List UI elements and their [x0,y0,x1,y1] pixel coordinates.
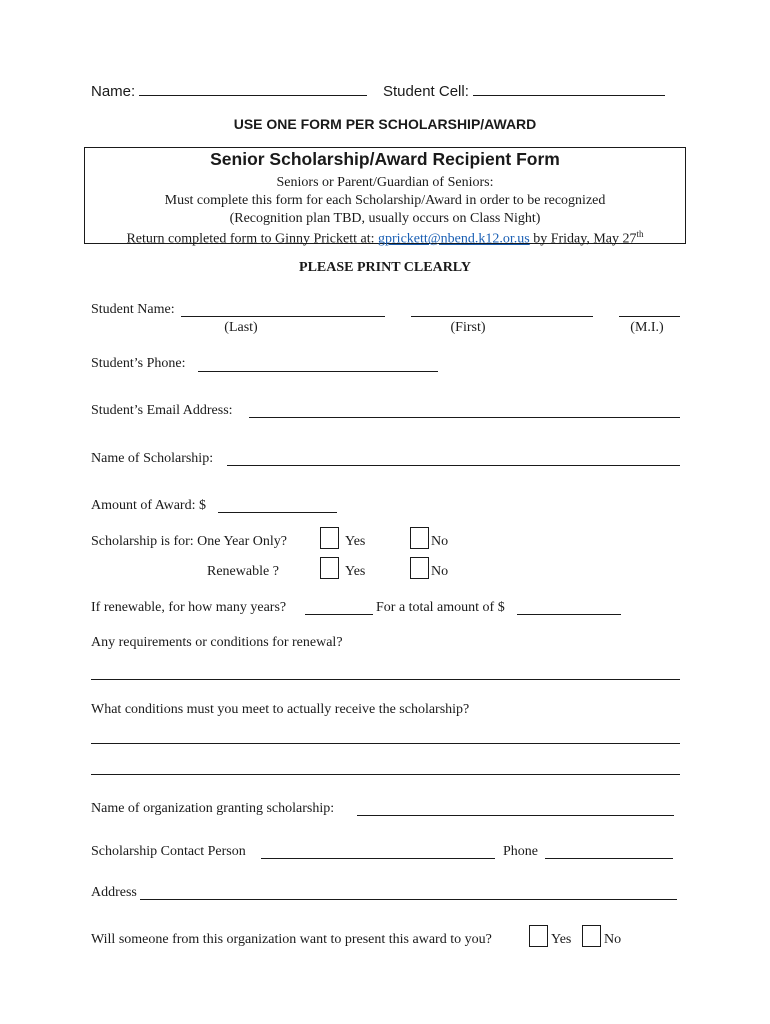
renewable-no-label: No [431,564,449,579]
phone-field[interactable] [198,371,438,372]
return-prefix: Return completed form to Ginny Prickett at: [126,231,375,247]
name-field[interactable] [139,81,367,96]
contact-phone-field[interactable] [545,858,673,859]
print-clearly-heading: PLEASE PRINT CLEARLY [299,260,471,275]
renew-years-label: If renewable, for how many years? [91,600,287,615]
one-year-yes-checkbox[interactable] [320,527,339,549]
scholarship-name-label: Name of Scholarship: [91,451,214,466]
phone-label: Student’s Phone: [91,356,186,371]
renewable-yes-checkbox[interactable] [320,557,339,579]
contact-label: Scholarship Contact Person [91,844,246,859]
total-amount-label: For a total amount of $ [376,600,505,615]
conditions-label: What conditions must you meet to actually receive the scholarship? [91,702,470,717]
requirements-field[interactable] [91,679,680,680]
renewable-no-checkbox[interactable] [410,557,429,579]
amount-label: Amount of Award: $ [91,498,206,513]
org-label: Name of organization granting scholarship: [91,801,335,816]
scholarship-name-field[interactable] [227,465,680,466]
renewable-yes-label: Yes [345,564,366,579]
student-name-label: Student Name: [91,302,175,317]
email-label: Student’s Email Address: [91,403,233,418]
return-suffix: by Friday, May 27 [533,231,637,247]
renew-years-field[interactable] [305,614,373,615]
email-field[interactable] [249,417,680,418]
conditions-field-1[interactable] [91,743,680,744]
student-cell-field[interactable] [473,81,665,96]
first-label: (First) [450,320,486,335]
return-sup: th [636,229,644,239]
address-label: Address [91,885,137,900]
conditions-field-2[interactable] [91,774,680,775]
org-field[interactable] [357,815,674,816]
name-row [91,81,367,100]
renewable-label: Renewable ? [207,564,279,579]
student-cell-row [383,81,665,100]
mi-field[interactable] [619,316,680,317]
header-line-2: Must complete this form for each Scholarship/Award in order to be recognized [164,193,606,208]
address-field[interactable] [140,899,677,900]
amount-field[interactable] [218,512,337,513]
present-label: Will someone from this organization want to present this award to you? [91,932,492,947]
requirements-label: Any requirements or conditions for renewal? [91,635,343,650]
present-yes-checkbox[interactable] [529,925,548,947]
header-line-3: (Recognition plan TBD, usually occurs on Class Night) [229,211,541,226]
last-name-field[interactable] [181,316,385,317]
header-line-1: Seniors or Parent/Guardian of Seniors: [276,175,494,190]
present-no-label: No [604,932,622,947]
present-yes-label: Yes [551,932,572,947]
contact-phone-label: Phone [503,844,538,859]
email-link[interactable]: gprickett@nbend.k12.or.us [378,231,530,247]
header-return-line [84,229,686,248]
form-title: Senior Scholarship/Award Recipient Form [210,149,560,169]
instruction-text: USE ONE FORM PER SCHOLARSHIP/AWARD [233,116,537,132]
total-amount-field[interactable] [517,614,621,615]
name-label: Name: [91,83,136,100]
one-year-label: Scholarship is for: One Year Only? [91,534,287,549]
first-name-field[interactable] [411,316,593,317]
student-cell-label: Student Cell: [383,83,469,100]
mi-label: (M.I.) [630,320,664,335]
contact-field[interactable] [261,858,495,859]
one-year-yes-label: Yes [345,534,366,549]
one-year-no-label: No [431,534,449,549]
one-year-no-checkbox[interactable] [410,527,429,549]
present-no-checkbox[interactable] [582,925,601,947]
last-label: (Last) [224,320,258,335]
